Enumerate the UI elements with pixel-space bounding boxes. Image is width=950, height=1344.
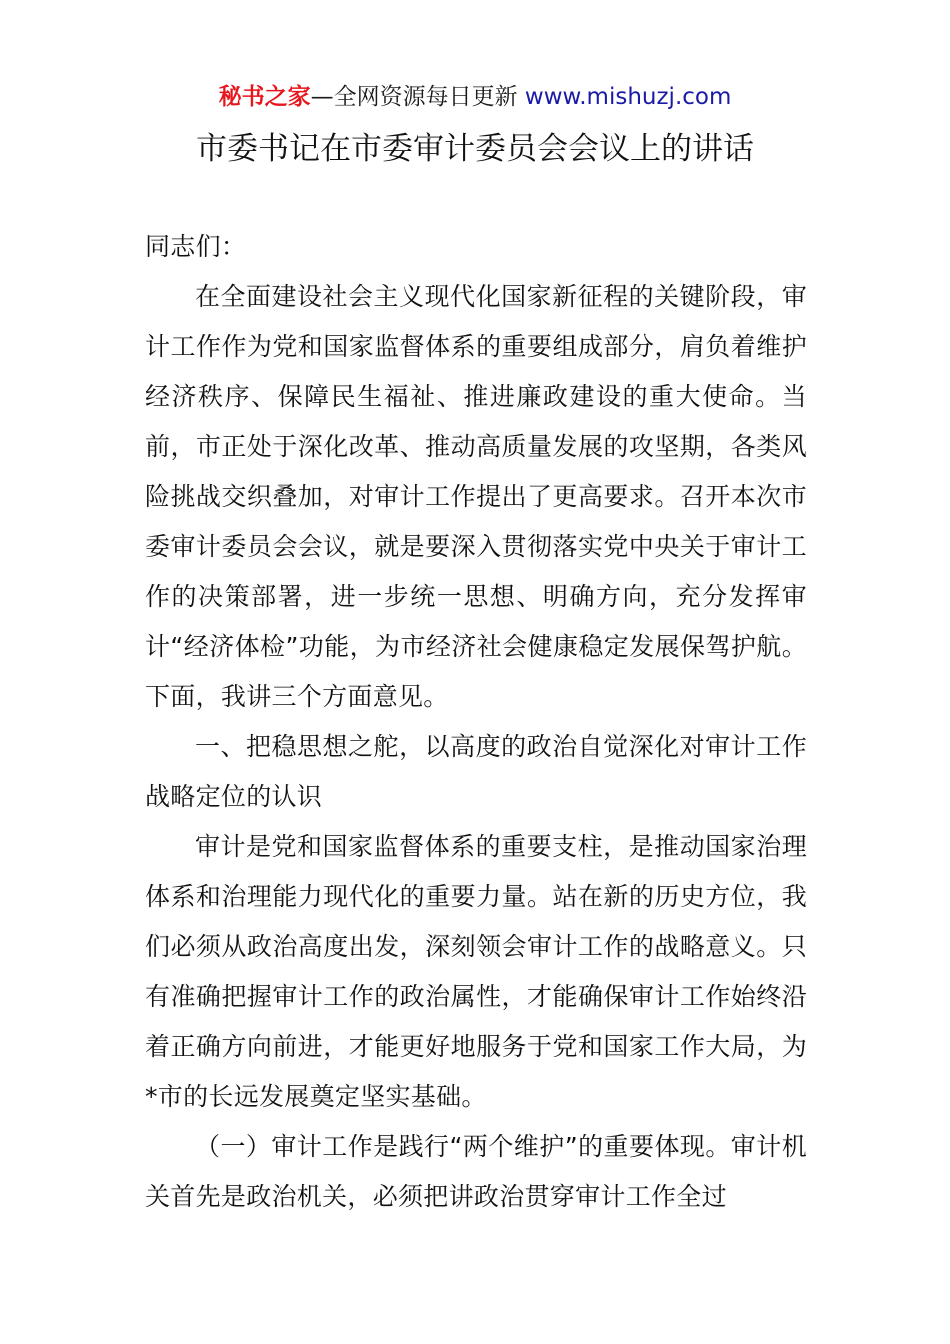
site-tagline: —全网资源每日更新 [310, 84, 525, 110]
body-paragraph-section-1: 审计是党和国家监督体系的重要支柱，是推动国家治理体系和治理能力现代化的重要力量。站在新的历史方位，我们必须从政治高度出发，深刻领会审计工作的战略意义。只有准确把握审计工作的政治属性，才能确保审计工作始终沿着正确方向前进，才能更好地服务于党和国家工作大局，为*市的长远发展奠定坚实基础。 [145, 832, 807, 1111]
site-url-link[interactable]: www.mishuzj.com [524, 84, 732, 110]
section-heading-1: 一、把稳思想之舵，以高度的政治自觉深化对审计工作战略定位的认识 [145, 732, 807, 811]
document-body [145, 222, 807, 1222]
document-title: 市委书记在市委审计委员会会议上的讲话 [196, 131, 754, 167]
site-brand: 秘书之家 [218, 84, 311, 110]
body-paragraph-intro: 在全面建设社会主义现代化国家新征程的关键阶段，审计工作作为党和国家监督体系的重要组成部分，肩负着维护经济秩序、保障民生福祉、推进廉政建设的重大使命。当前，市正处于深化改革、推动高质量发展的攻坚期，各类风险挑战交织叠加，对审计工作提出了更高要求。召开本次市委审计委员会会议，就是要深入贯彻落实党中央关于审计工作的决策部署，进一步统一思想、明确方向，充分发挥审计“经济体检”功能，为市经济社会健康稳定发展保驾护航。下面，我讲三个方面意见。 [145, 282, 807, 711]
subsection-paragraph-1: （一）审计工作是践行“两个维护”的重要体现。审计机关首先是政治机关，必须把讲政治贯穿审计工作全过 [145, 1132, 807, 1211]
salutation: 同志们： [145, 232, 247, 261]
site-header [0, 80, 950, 114]
